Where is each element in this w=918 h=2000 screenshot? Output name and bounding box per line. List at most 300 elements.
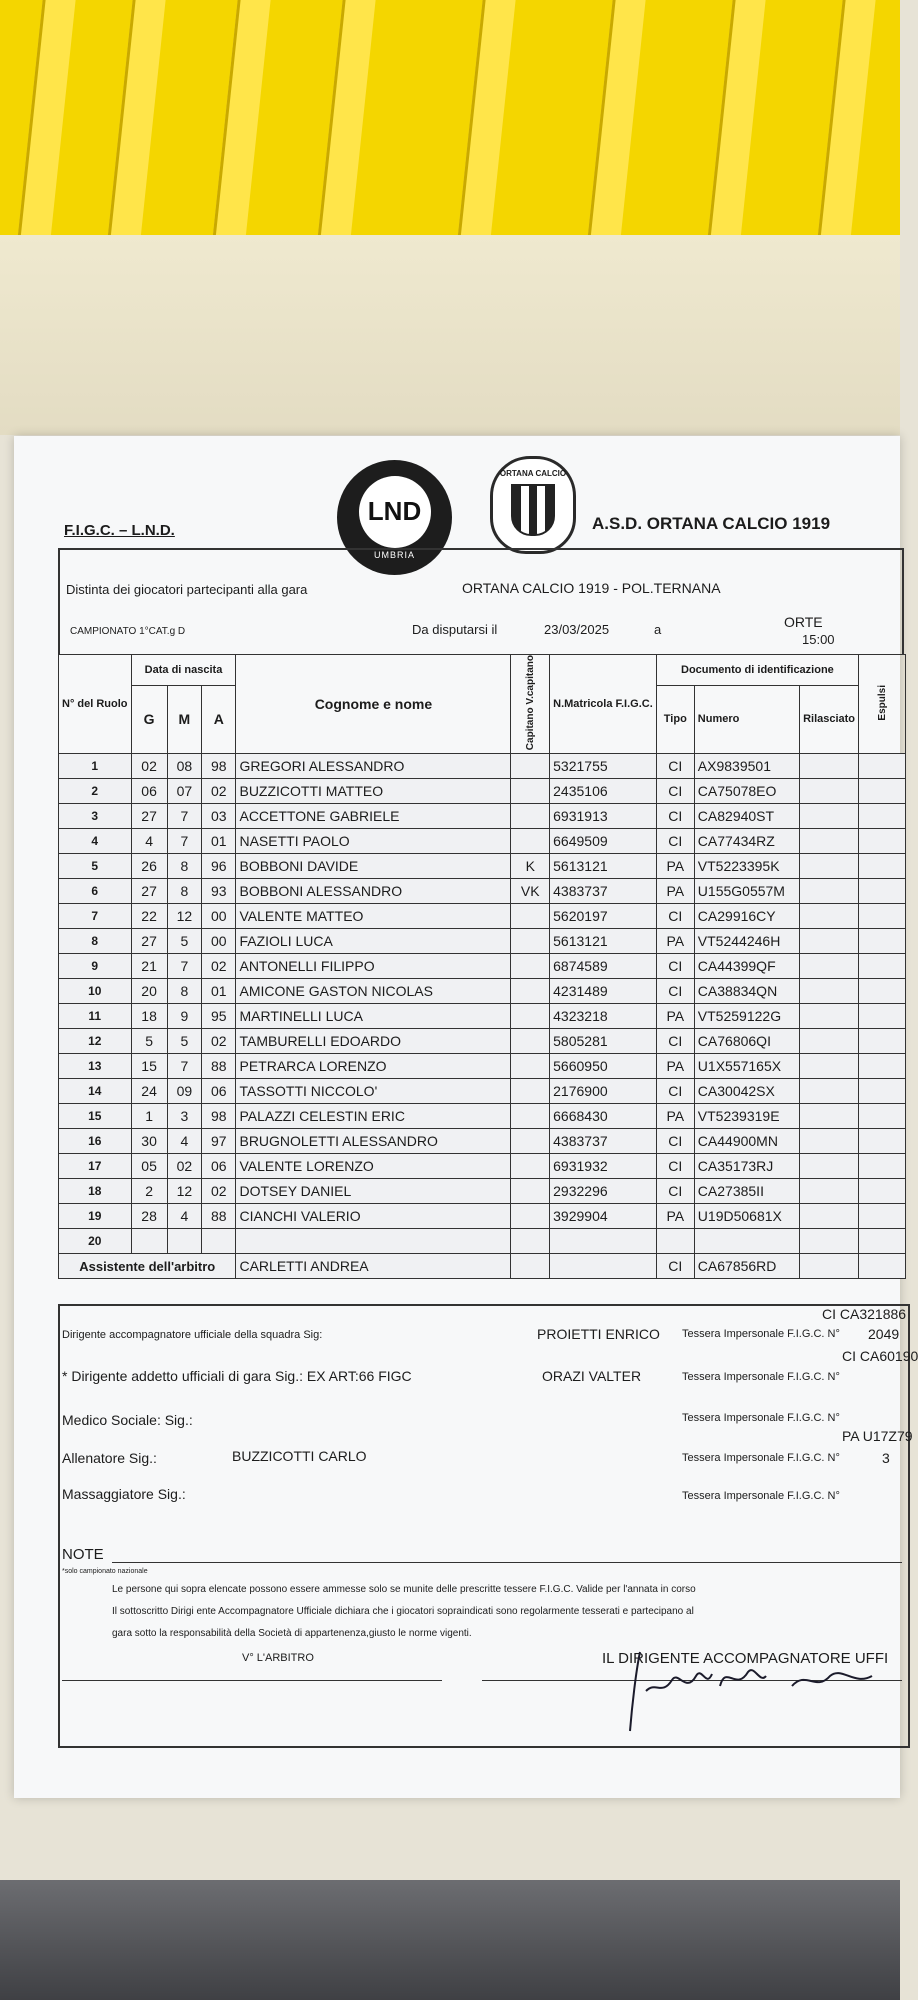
role-number: 13 [59, 1054, 132, 1079]
col-name: Cognome e nome [236, 655, 511, 754]
doc-type: PA [656, 929, 694, 954]
birth-year: 96 [202, 854, 236, 879]
matricola: 2932296 [550, 1179, 657, 1204]
table-row [59, 904, 906, 929]
matricola: 4231489 [550, 979, 657, 1004]
table-row [59, 1029, 906, 1054]
player-name: TAMBURELLI EDOARDO [236, 1029, 511, 1054]
table-row [59, 1054, 906, 1079]
issued-cell [800, 1054, 859, 1079]
col-expelled: Espulsi [859, 655, 906, 754]
allenatore-name: BUZZICOTTI CARLO [232, 1448, 367, 1464]
doc-number [694, 1229, 799, 1254]
col-document: Documento di identificazione [656, 655, 858, 686]
captain-mark [511, 1054, 550, 1079]
role-number: 19 [59, 1204, 132, 1229]
player-name: DOTSEY DANIEL [236, 1179, 511, 1204]
allenatore-tessera-no: 3 [882, 1450, 890, 1466]
issued-cell [800, 1179, 859, 1204]
table-row [59, 1104, 906, 1129]
captain-mark: VK [511, 879, 550, 904]
player-name: TASSOTTI NICCOLO' [236, 1079, 511, 1104]
player-name [236, 1229, 511, 1254]
expelled-cell [859, 1229, 906, 1254]
matricola: 6931932 [550, 1154, 657, 1179]
doc-number: VT5239319E [694, 1104, 799, 1129]
sheet-title: Distinta dei giocatori partecipanti alla gara [66, 582, 308, 597]
issued-cell [800, 954, 859, 979]
birth-month: 8 [167, 879, 201, 904]
role-number: 5 [59, 854, 132, 879]
issued-cell [800, 804, 859, 829]
birth-year: 93 [202, 879, 236, 904]
table-row [59, 879, 906, 904]
birth-month: 12 [167, 1179, 201, 1204]
captain-mark [511, 1029, 550, 1054]
birth-year: 00 [202, 904, 236, 929]
doc-type: CI [656, 829, 694, 854]
matricola: 4323218 [550, 1004, 657, 1029]
birth-day: 21 [131, 954, 167, 979]
birth-year: 02 [202, 1029, 236, 1054]
expelled-cell [859, 979, 906, 1004]
doc-type: CI [656, 1029, 694, 1054]
expelled-cell [859, 1179, 906, 1204]
player-name: VALENTE MATTEO [236, 904, 511, 929]
matricola: 6668430 [550, 1104, 657, 1129]
expelled-cell [859, 1104, 906, 1129]
expelled-cell [859, 929, 906, 954]
roster-sheet [14, 436, 918, 1798]
addetto-name: ORAZI VALTER [542, 1368, 642, 1384]
doc-type: CI [656, 979, 694, 1004]
player-name: MARTINELLI LUCA [236, 1004, 511, 1029]
role-number: 20 [59, 1229, 132, 1254]
addetto-label: * Dirigente addetto ufficiali di gara Sig.: EX ART:66 FIGC [62, 1368, 412, 1384]
expelled-cell [859, 754, 906, 779]
birth-day: 26 [131, 854, 167, 879]
issued-cell [800, 829, 859, 854]
player-name: ACCETTONE GABRIELE [236, 804, 511, 829]
doc-ci-2: CI CA60190 [842, 1348, 918, 1364]
birth-day: 05 [131, 1154, 167, 1179]
table-row [59, 829, 906, 854]
expelled-cell [859, 1154, 906, 1179]
at-label: a [654, 622, 662, 637]
doc-type: PA [656, 1004, 694, 1029]
birth-month: 5 [167, 1029, 201, 1054]
dirigente-tessera-no: 2049 [868, 1326, 900, 1342]
issued-cell [800, 1229, 859, 1254]
expelled-cell [859, 804, 906, 829]
doc-type: CI [656, 1154, 694, 1179]
table-row [59, 854, 906, 879]
matricola: 6931913 [550, 804, 657, 829]
role-number: 7 [59, 904, 132, 929]
dirigente-label: Dirigente accompagnatore ufficiale della squadra Sig: [62, 1329, 323, 1341]
birth-month: 08 [167, 754, 201, 779]
player-name: FAZIOLI LUCA [236, 929, 511, 954]
table-row [59, 1154, 906, 1179]
doc-type: PA [656, 1204, 694, 1229]
assistant-doc-number: CA67856RD [694, 1254, 799, 1279]
doc-number: CA27385II [694, 1179, 799, 1204]
doc-ci-1: CI CA321886 [822, 1306, 907, 1322]
issued-cell [800, 929, 859, 954]
role-number: 10 [59, 979, 132, 1004]
birth-year: 06 [202, 1079, 236, 1104]
col-role-no: N° del Ruolo [59, 655, 132, 754]
matricola: 4383737 [550, 1129, 657, 1154]
doc-number: CA44900MN [694, 1129, 799, 1154]
captain-mark [511, 754, 550, 779]
doc-type: CI [656, 1129, 694, 1154]
birth-day: 18 [131, 1004, 167, 1029]
doc-type: CI [656, 954, 694, 979]
matricola: 5321755 [550, 754, 657, 779]
role-number: 4 [59, 829, 132, 854]
table-row [59, 1129, 906, 1154]
captain-mark [511, 929, 550, 954]
captain-mark [511, 829, 550, 854]
table-row [59, 1004, 906, 1029]
player-name: NASETTI PAOLO [236, 829, 511, 854]
table-row [59, 954, 906, 979]
date-label: Da disputarsi il [412, 622, 498, 637]
table-row [59, 929, 906, 954]
birth-day: 24 [131, 1079, 167, 1104]
matricola: 5805281 [550, 1029, 657, 1054]
birth-year: 02 [202, 954, 236, 979]
assistant-name: CARLETTI ANDREA [236, 1254, 511, 1279]
player-name: BOBBONI ALESSANDRO [236, 879, 511, 904]
doc-number: CA75078EO [694, 779, 799, 804]
matricola [550, 1229, 657, 1254]
birth-month: 7 [167, 954, 201, 979]
birth-month: 4 [167, 1204, 201, 1229]
doc-type: PA [656, 1054, 694, 1079]
role-number: 2 [59, 779, 132, 804]
federation-title: F.I.G.C. – L.N.D. [64, 522, 175, 539]
doc-number: CA35173RJ [694, 1154, 799, 1179]
captain-mark [511, 1129, 550, 1154]
tessera-label-2: Tessera Impersonale F.I.G.C. N° [682, 1371, 840, 1383]
birth-year: 01 [202, 829, 236, 854]
birth-year: 88 [202, 1054, 236, 1079]
fixture: ORTANA CALCIO 1919 - POL.TERNANA [462, 580, 721, 596]
handwritten-signature [602, 1646, 902, 1736]
doc-number: CA76806QI [694, 1029, 799, 1054]
doc-type: CI [656, 804, 694, 829]
captain-mark [511, 904, 550, 929]
matricola: 5620197 [550, 904, 657, 929]
birth-year: 03 [202, 804, 236, 829]
table-row [59, 804, 906, 829]
expelled-cell [859, 904, 906, 929]
expelled-cell [859, 779, 906, 804]
yellow-crate [0, 0, 900, 235]
birth-month: 9 [167, 1004, 201, 1029]
player-name: BRUGNOLETTI ALESSANDRO [236, 1129, 511, 1154]
birth-year: 98 [202, 1104, 236, 1129]
doc-number: U155G0557M [694, 879, 799, 904]
tessera-label-1: Tessera Impersonale F.I.G.C. N° [682, 1328, 840, 1340]
player-name: PETRARCA LORENZO [236, 1054, 511, 1079]
birth-month: 09 [167, 1079, 201, 1104]
declaration-3: gara sotto la responsabilità della Società di appartenenza,giusto le norme vigenti. [112, 1628, 472, 1639]
matricola: 2435106 [550, 779, 657, 804]
birth-month: 02 [167, 1154, 201, 1179]
match-date: 23/03/2025 [544, 622, 610, 637]
doc-type: CI [656, 779, 694, 804]
role-number: 3 [59, 804, 132, 829]
expelled-cell [859, 879, 906, 904]
expelled-cell [859, 1129, 906, 1154]
captain-mark [511, 1204, 550, 1229]
matricola: 6874589 [550, 954, 657, 979]
table-row [59, 1204, 906, 1229]
matricola: 2176900 [550, 1079, 657, 1104]
matricola: 4383737 [550, 879, 657, 904]
birth-month: 4 [167, 1129, 201, 1154]
birth-month: 5 [167, 929, 201, 954]
captain-mark [511, 804, 550, 829]
issued-cell [800, 1079, 859, 1104]
col-doc-number: Numero [694, 685, 799, 754]
doc-number: AX9839501 [694, 754, 799, 779]
expelled-cell [859, 1029, 906, 1054]
birth-day: 27 [131, 929, 167, 954]
doc-type: CI [656, 904, 694, 929]
birth-day: 27 [131, 804, 167, 829]
tessera-label-3: Tessera Impersonale F.I.G.C. N° [682, 1412, 840, 1424]
player-name: CIANCHI VALERIO [236, 1204, 511, 1229]
role-number: 6 [59, 879, 132, 904]
issued-cell [800, 879, 859, 904]
doc-number: CA82940ST [694, 804, 799, 829]
birth-year: 06 [202, 1154, 236, 1179]
birth-day: 15 [131, 1054, 167, 1079]
captain-mark [511, 779, 550, 804]
issued-cell [800, 1004, 859, 1029]
allenatore-label: Allenatore Sig.: [62, 1450, 157, 1466]
birth-month: 7 [167, 829, 201, 854]
doc-number: VT5259122G [694, 1004, 799, 1029]
footnote: *solo campionato nazionale [62, 1568, 148, 1575]
birth-year: 97 [202, 1129, 236, 1154]
role-number: 18 [59, 1179, 132, 1204]
issued-cell [800, 854, 859, 879]
birth-day [131, 1229, 167, 1254]
matricola: 5613121 [550, 854, 657, 879]
doc-number: CA77434RZ [694, 829, 799, 854]
birth-year: 01 [202, 979, 236, 1004]
issued-cell [800, 904, 859, 929]
match-info-box [58, 548, 904, 654]
birth-month: 8 [167, 854, 201, 879]
table-row [59, 1079, 906, 1104]
col-birth-date: Data di nascita [131, 655, 236, 686]
col-m: M [167, 685, 201, 754]
match-place: ORTE [784, 614, 823, 630]
col-g: G [131, 685, 167, 754]
expelled-cell [859, 854, 906, 879]
birth-day: 20 [131, 979, 167, 1004]
matricola: 5660950 [550, 1054, 657, 1079]
player-name: BOBBONI DAVIDE [236, 854, 511, 879]
doc-type [656, 1229, 694, 1254]
doc-type: PA [656, 854, 694, 879]
birth-day: 28 [131, 1204, 167, 1229]
issued-cell [800, 779, 859, 804]
referee-label: V° L'ARBITRO [242, 1652, 314, 1664]
tessera-label-4: Tessera Impersonale F.I.G.C. N° [682, 1452, 840, 1464]
birth-month: 8 [167, 979, 201, 1004]
birth-day: 4 [131, 829, 167, 854]
birth-year [202, 1229, 236, 1254]
issued-cell [800, 979, 859, 1004]
declaration-2: Il sottoscritto Dirigi ente Accompagnatore Ufficiale dichiara che i giocatori sopraindicati sono regolarmente tesserati e partecipano al [112, 1606, 694, 1617]
declaration-1: Le persone qui sopra elencate possono essere ammesse solo se munite delle prescritte tessere F.I.G.C. Valide per l'annata in corso [112, 1584, 696, 1595]
captain-mark [511, 1179, 550, 1204]
matricola: 3929904 [550, 1204, 657, 1229]
birth-day: 1 [131, 1104, 167, 1129]
birth-month: 3 [167, 1104, 201, 1129]
birth-day: 2 [131, 1179, 167, 1204]
issued-cell [800, 1204, 859, 1229]
col-a: A [202, 685, 236, 754]
birth-day: 30 [131, 1129, 167, 1154]
role-number: 9 [59, 954, 132, 979]
col-captain: Capitano V.capitano [511, 655, 550, 754]
player-name: GREGORI ALESSANDRO [236, 754, 511, 779]
note-line [112, 1562, 902, 1563]
birth-month: 7 [167, 1054, 201, 1079]
expelled-cell [859, 1004, 906, 1029]
role-number: 12 [59, 1029, 132, 1054]
birth-year: 02 [202, 779, 236, 804]
doc-number: VT5244246H [694, 929, 799, 954]
expelled-cell [859, 1079, 906, 1104]
expelled-cell [859, 954, 906, 979]
issued-cell [800, 1129, 859, 1154]
doc-number: CA38834QN [694, 979, 799, 1004]
player-name: AMICONE GASTON NICOLAS [236, 979, 511, 1004]
player-name: ANTONELLI FILIPPO [236, 954, 511, 979]
table-row [59, 1179, 906, 1204]
doc-type: CI [656, 1179, 694, 1204]
birth-year: 00 [202, 929, 236, 954]
background-wall [0, 235, 900, 435]
issued-cell [800, 1104, 859, 1129]
doc-type: PA [656, 879, 694, 904]
tessera-label-5: Tessera Impersonale F.I.G.C. N° [682, 1490, 840, 1502]
doc-type: CI [656, 754, 694, 779]
col-matricola: N.Matricola F.I.G.C. [550, 655, 657, 754]
doc-number: CA29916CY [694, 904, 799, 929]
player-name: VALENTE LORENZO [236, 1154, 511, 1179]
matricola: 6649509 [550, 829, 657, 854]
roster-table [58, 654, 906, 1279]
captain-mark [511, 1104, 550, 1129]
match-time: 15:00 [802, 632, 835, 647]
club-title: A.S.D. ORTANA CALCIO 1919 [592, 514, 831, 533]
role-number: 1 [59, 754, 132, 779]
matricola: 5613121 [550, 929, 657, 954]
dirigente-sign-label: IL DIRIGENTE ACCOMPAGNATORE UFFI [602, 1650, 889, 1667]
player-name: PALAZZI CELESTIN ERIC [236, 1104, 511, 1129]
birth-day: 5 [131, 1029, 167, 1054]
role-number: 8 [59, 929, 132, 954]
birth-day: 06 [131, 779, 167, 804]
birth-month: 7 [167, 804, 201, 829]
doc-number: VT5223395K [694, 854, 799, 879]
col-doc-type: Tipo [656, 685, 694, 754]
expelled-cell [859, 1054, 906, 1079]
doc-number: CA44399QF [694, 954, 799, 979]
player-name: BUZZICOTTI MATTEO [236, 779, 511, 804]
table-row [59, 754, 906, 779]
role-number: 14 [59, 1079, 132, 1104]
birth-day: 02 [131, 754, 167, 779]
birth-year: 95 [202, 1004, 236, 1029]
assistant-doc-type: CI [656, 1254, 694, 1279]
role-number: 16 [59, 1129, 132, 1154]
table-row [59, 1229, 906, 1254]
doc-number: CA30042SX [694, 1079, 799, 1104]
birth-year: 98 [202, 754, 236, 779]
issued-cell [800, 754, 859, 779]
table-row [59, 979, 906, 1004]
birth-year: 02 [202, 1179, 236, 1204]
captain-mark [511, 1154, 550, 1179]
doc-type: CI [656, 1079, 694, 1104]
medico-label: Medico Sociale: Sig.: [62, 1412, 193, 1428]
background-floor [0, 1880, 900, 2000]
captain-mark [511, 954, 550, 979]
birth-year: 88 [202, 1204, 236, 1229]
issued-cell [800, 1154, 859, 1179]
massaggiatore-label: Massaggiatore Sig.: [62, 1486, 186, 1502]
table-row [59, 779, 906, 804]
expelled-cell [859, 1204, 906, 1229]
birth-month: 12 [167, 904, 201, 929]
expelled-cell [859, 829, 906, 854]
doc-type: PA [656, 1104, 694, 1129]
dirigente-name: PROIETTI ENRICO [537, 1326, 660, 1342]
doc-number: U19D50681X [694, 1204, 799, 1229]
birth-month: 07 [167, 779, 201, 804]
doc-pa-3: PA U17Z79 [842, 1428, 913, 1444]
birth-month [167, 1229, 201, 1254]
lnd-logo: LND UMBRIA [337, 460, 452, 575]
role-number: 11 [59, 1004, 132, 1029]
birth-day: 27 [131, 879, 167, 904]
issued-cell [800, 1029, 859, 1054]
captain-mark [511, 979, 550, 1004]
captain-mark: K [511, 854, 550, 879]
captain-mark [511, 1079, 550, 1104]
referee-sign-line [62, 1680, 442, 1681]
captain-mark [511, 1004, 550, 1029]
birth-day: 22 [131, 904, 167, 929]
club-logo: ORTANA CALCIO [490, 456, 576, 554]
captain-mark [511, 1229, 550, 1254]
role-number: 17 [59, 1154, 132, 1179]
assistant-label: Assistente dell'arbitro [59, 1254, 236, 1279]
championship: CAMPIONATO 1°CAT.g D [70, 626, 186, 637]
note-label: NOTE [62, 1546, 104, 1563]
